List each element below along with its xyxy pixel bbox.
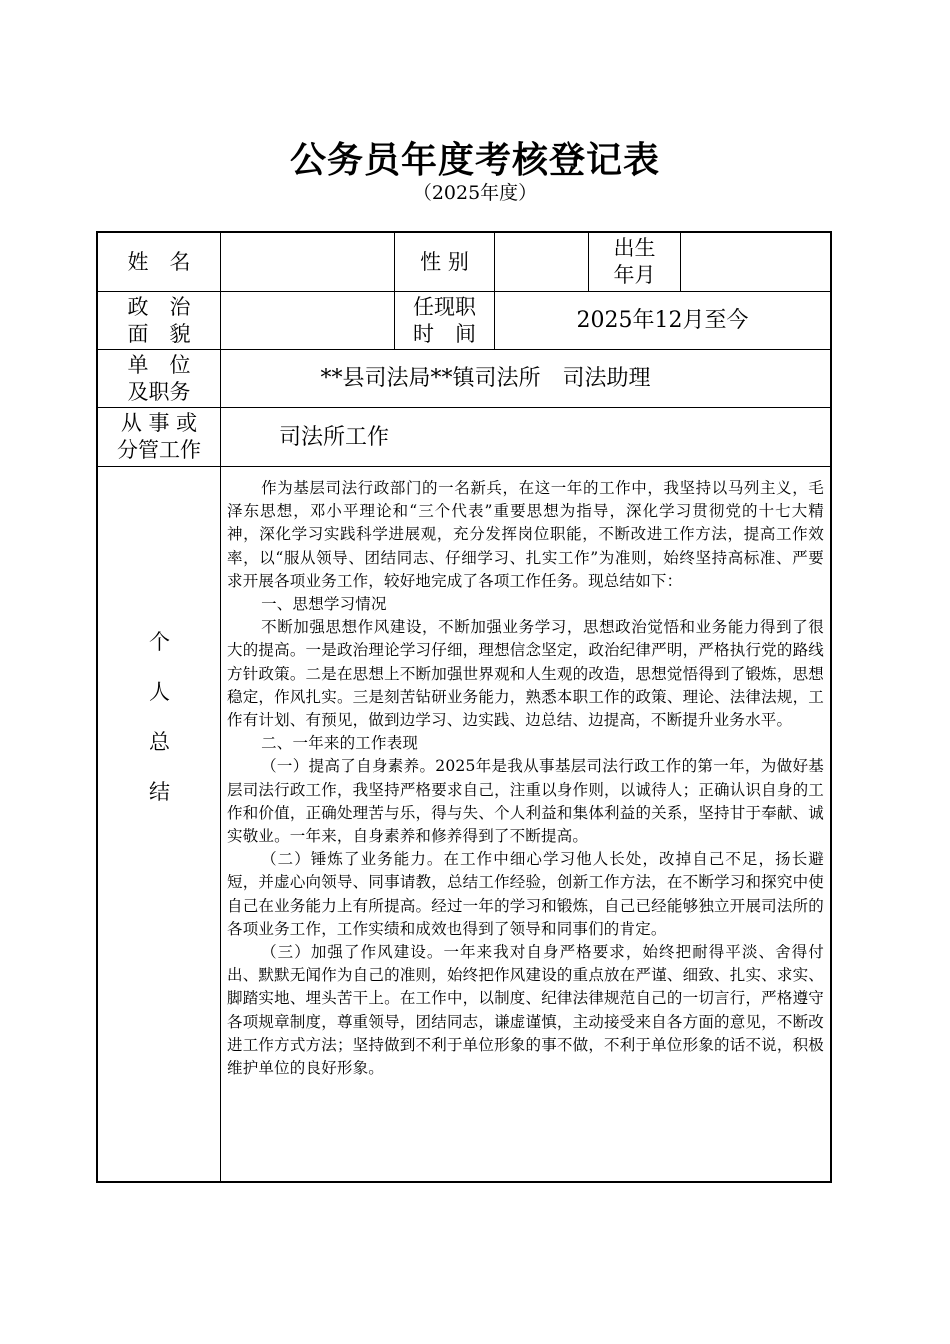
unit-value-text: **县司法局**镇司法所 司法助理 xyxy=(320,366,651,391)
summary-label-char: 总 xyxy=(149,730,170,754)
summary-body xyxy=(227,477,824,1080)
summary-paragraph: （三）加强了作风建设。一年来我对自身严格要求，始终把耐得平淡、舍得付出、默默无闻作为自己的准则，始终把作风建设的重点放在严谨、细致、扎实、求实、脚踏实地、埋头苦干上。在工作中，以制度、纪律法律规范自己的一切言行，严格遵守各项规章制度，尊重领导，团结同志，谦虚谨慎，主动接受来自各方面的意见，不断改进工作方式方法；坚持做到不利于单位形象的事不做，不利于单位形象的话不说，积极维护单位的良好形象。 xyxy=(227,943,824,1078)
gender-field[interactable] xyxy=(495,233,588,291)
unit-label xyxy=(98,350,220,407)
summary-label-char: 个 xyxy=(149,630,170,654)
birth-label-text: 出生 年月 xyxy=(613,236,656,287)
name-label-text: 姓 名 xyxy=(127,249,191,274)
work-label xyxy=(98,408,220,466)
summary-paragraph: 作为基层司法行政部门的一名新兵，在这一年的工作中，我坚持以马列主义，毛泽东思想，邓小平理论和“三个代表”重要思想为指导，深化学习贯彻党的十七大精神，深化学习实践科学进展观，充分发挥岗位职能，不断改进工作方法，提高工作效率，以“服从领导、团结同志、仔细学习、扎实工作”为准则，始终坚持高标准、严要求开展各项业务工作，较好地完成了各项工作任务。现总结如下： xyxy=(227,479,824,590)
work-label-text: 从 事 或 分管工作 xyxy=(117,411,201,462)
tenure-value-text: 2025年12月至今 xyxy=(576,308,749,333)
gender-label xyxy=(395,233,494,291)
name-field[interactable] xyxy=(221,233,394,291)
summary-paragraph: （二）锤炼了业务能力。在工作中细心学习他人长处，改掉自己不足，扬长避短，并虚心向领导、同事请教，总结工作经验，创新工作方法，在不断学习和探究中使自己在业务能力上有所提高。经过一年的学习和锻炼，自己已经能够独立开展司法所的各项业务工作，工作实绩和成效也得到了领导和同事们的肯定。 xyxy=(227,850,824,938)
gender-label-text: 性 别 xyxy=(420,249,469,274)
birth-label xyxy=(589,233,680,291)
summary-paragraph: （一）提高了自身素养。2025年是我从事基层司法行政工作的第一年，为做好基层司法行政工作，我坚持严格要求自己，注重以身作则，以诚待人；正确认识自身的工作和价值，正确处理苦与乐，得与失、个人利益和集体利益的关系，坚持甘于奉献、诚实敬业。一年来，自身素养和修养得到了不断提高。 xyxy=(227,757,824,846)
page-title: 公务员年度考核登记表 xyxy=(289,140,660,181)
tenure-label xyxy=(395,292,494,349)
row-divider xyxy=(98,466,830,467)
unit-value xyxy=(221,350,830,407)
unit-label-text: 单 位 及职务 xyxy=(127,352,191,404)
political-label-text: 政 治 面 貌 xyxy=(127,294,191,346)
year-subtitle: （2025年度） xyxy=(412,182,538,204)
summary-label-char: 结 xyxy=(149,780,170,804)
political-label xyxy=(98,292,220,349)
summary-heading: 二、一年来的工作表现 xyxy=(261,734,419,753)
summary-heading: 一、思想学习情况 xyxy=(261,595,387,614)
summary-label-char: 人 xyxy=(149,680,170,704)
name-label xyxy=(98,233,220,291)
political-field[interactable] xyxy=(221,292,394,349)
work-value-text: 司法所工作 xyxy=(279,424,390,450)
registration-form xyxy=(96,231,832,1183)
birth-field[interactable] xyxy=(681,233,830,291)
tenure-value xyxy=(495,292,830,349)
summary-label xyxy=(98,477,221,957)
tenure-label-text: 任现职 时 间 xyxy=(413,294,476,346)
summary-paragraph: 不断加强思想作风建设，不断加强业务学习，思想政治觉悟和业务能力得到了很大的提高。一是政治理论学习仔细，理想信念坚定，政治纪律严明，严格执行党的路线方针政策。二是在思想上不断加强世界观和人生观的改造，思想觉悟得到了锻炼，思想稳定，作风扎实。三是刻苦钻研业务能力，熟悉本职工作的政策、理论、法律法规，工作有计划、有预见，做到边学习、边实践、边总结、边提高，不断提升业务水平。 xyxy=(227,618,824,730)
work-value xyxy=(221,408,830,466)
